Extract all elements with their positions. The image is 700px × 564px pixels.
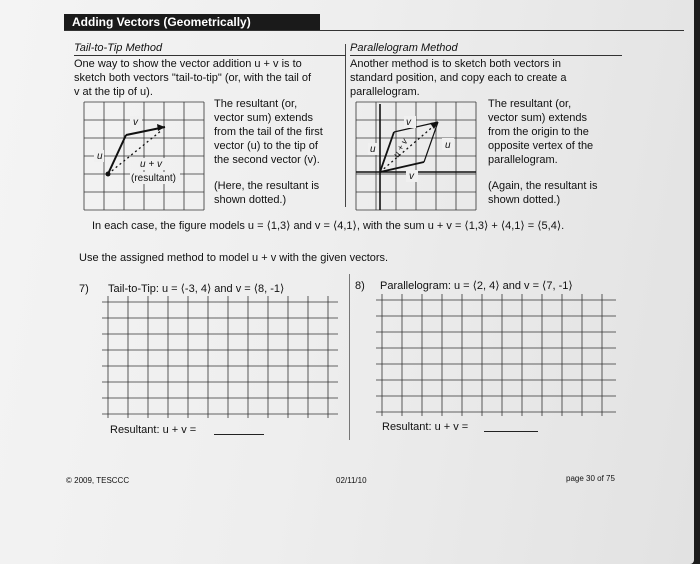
tail-resultant-line-2: vector sum) extends — [214, 112, 314, 124]
label-v: v — [133, 117, 138, 128]
footer-page-number: page 30 of 75 — [566, 474, 615, 483]
para-resultant-line-1: The resultant (or, — [488, 98, 572, 110]
title-rule — [64, 30, 684, 31]
para-resultant-line-3: from the origin to the — [488, 126, 589, 138]
label-u-plus-v: u + v — [140, 159, 162, 170]
tail-resultant-line-3: from the tail of the first — [214, 126, 323, 138]
summary-text: In each case, the figure models u = ⟨1,3⟩ and v = ⟨4,1⟩, with the sum u + v = ⟨1,3⟩ + ⟨4,1⟩ = ⟨5,4⟩. — [92, 220, 565, 232]
label-u-right: u — [445, 140, 451, 151]
label-u: u — [97, 151, 103, 162]
problem-7-answer-blank[interactable] — [214, 434, 264, 435]
problem-7-resultant-label: Resultant: u + v = — [110, 424, 197, 436]
instruction-text: Use the assigned method to model u + v with the given vectors. — [79, 252, 389, 264]
tail-resultant-line-5: the second vector (v). — [214, 154, 320, 166]
page-title: Adding Vectors (Geometrically) — [64, 14, 320, 30]
problem-7-grid[interactable] — [102, 296, 338, 418]
label-v-bottom: v — [409, 171, 414, 182]
footer-copyright: © 2009, TESCCC — [66, 476, 130, 485]
tail-resultant-line-1: The resultant (or, — [214, 98, 298, 110]
para-intro-line-2: standard position, and copy each to create a — [350, 72, 567, 84]
problem-7-prompt: Tail-to-Tip: u = ⟨-3, 4⟩ and v = ⟨8, -1⟩ — [108, 283, 285, 295]
para-note-line-2: shown dotted.) — [488, 194, 561, 206]
problem-8-answer-blank[interactable] — [484, 431, 538, 432]
label-resultant: (resultant) — [131, 173, 177, 184]
tail-resultant-line-4: vector (u) to the tip of — [214, 140, 318, 152]
tail-to-tip-figure — [82, 100, 206, 212]
parallelogram-heading: Parallelogram Method — [350, 42, 622, 56]
vector-u-arrow — [108, 135, 126, 174]
parallelogram-figure — [354, 100, 478, 212]
problem-8-grid[interactable] — [376, 294, 616, 416]
tail-intro-line-1: One way to show the vector addition u + v is to — [74, 58, 302, 70]
label-u-plus-v: u + v — [391, 136, 410, 159]
problem-divider — [349, 274, 350, 440]
column-divider — [345, 44, 346, 207]
label-v-top: v — [406, 117, 411, 128]
problem-8-prompt: Parallelogram: u = ⟨2, 4⟩ and v = ⟨7, -1⟩ — [380, 280, 573, 292]
tail-note-line-1: (Here, the resultant is — [214, 180, 320, 192]
para-resultant-line-2: vector sum) extends — [488, 112, 588, 124]
footer-date: 02/11/10 — [336, 476, 367, 485]
problem-8-resultant-label: Resultant: u + v = — [382, 421, 469, 433]
para-resultant-line-5: parallelogram. — [488, 154, 558, 166]
origin-point — [106, 172, 111, 177]
label-u-left: u — [370, 144, 376, 155]
tail-note-line-2: shown dotted.) — [214, 194, 287, 206]
problem-8-number: 8) — [355, 280, 365, 292]
para-note-line-1: (Again, the resultant is — [488, 180, 598, 192]
para-intro-line-3: parallelogram. — [350, 86, 420, 98]
tail-intro-line-3: v at the tip of u). — [74, 86, 153, 98]
tail-intro-line-2: sketch both vectors "tail-to-tip" (or, with the tail of — [74, 72, 312, 84]
para-intro-line-1: Another method is to sketch both vectors in — [350, 58, 561, 70]
tail-to-tip-heading: Tail-to-Tip Method — [74, 42, 346, 56]
problem-7-number: 7) — [79, 283, 89, 295]
para-resultant-line-4: opposite vertex of the — [488, 140, 594, 152]
